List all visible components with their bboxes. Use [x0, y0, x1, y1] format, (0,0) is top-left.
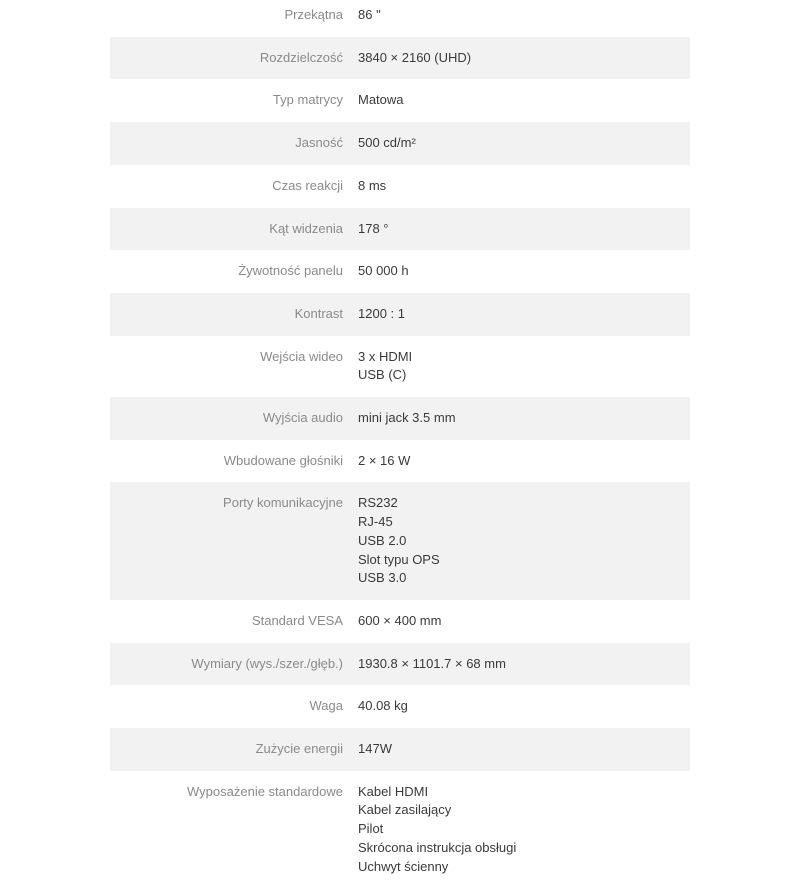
spec-label: Waga [309, 698, 343, 714]
spec-value [358, 409, 690, 428]
spec-value-line: 147W [358, 741, 392, 757]
spec-value-line: 86 " [358, 7, 381, 22]
spec-label: Kontrast [294, 305, 343, 321]
spec-value [358, 452, 690, 471]
spec-value [358, 49, 690, 68]
spec-value-line: 500 cd/m² [358, 135, 416, 151]
spec-label: Czas reakcji [272, 177, 343, 193]
spec-label: Typ matrycy [272, 92, 343, 108]
spec-value-line: Slot typu OPS [358, 551, 440, 567]
spec-row [110, 397, 690, 440]
spec-value [358, 91, 690, 110]
spec-label: Jasność [295, 135, 343, 151]
spec-value-line: Uchwyt ścienny [358, 858, 449, 874]
spec-value [358, 783, 690, 877]
spec-label: Porty komunikacyjne [223, 495, 343, 511]
spec-row [110, 771, 690, 888]
spec-value-line: 1200 : 1 [358, 305, 405, 321]
spec-label: Zużycie energii [255, 741, 343, 757]
spec-row [110, 685, 690, 728]
spec-value [358, 740, 690, 759]
spec-label: Wymiary (wys./szer./głęb.) [191, 655, 343, 671]
spec-value [358, 177, 690, 196]
spec-row [110, 600, 690, 643]
spec-row [110, 208, 690, 251]
spec-label: Kąt widzenia [269, 220, 343, 236]
spec-value-line: 8 ms [358, 177, 387, 193]
spec-label: Przekątna [284, 7, 343, 22]
spec-value-line: Kabel zasilający [358, 802, 452, 818]
spec-value-line: Pilot [358, 821, 384, 837]
spec-row [110, 293, 690, 336]
spec-row [110, 122, 690, 165]
spec-value-line: 50 000 h [358, 263, 409, 279]
spec-value [358, 348, 690, 385]
spec-value-line: RJ-45 [358, 514, 393, 530]
spec-value [358, 494, 690, 588]
spec-value-line: Skrócona instrukcja obsługi [358, 839, 517, 855]
spec-label: Wyjścia audio [262, 410, 343, 426]
spec-value-line: 3 x HDMI [358, 348, 413, 364]
spec-value [358, 305, 690, 324]
spec-label: Żywotność panelu [238, 263, 343, 279]
spec-value-line: Matowa [358, 92, 404, 108]
spec-row [110, 165, 690, 208]
spec-value-line: USB (C) [358, 367, 407, 383]
spec-value [358, 6, 690, 25]
spec-table [110, 0, 690, 888]
spec-row [110, 336, 690, 397]
spec-value-line: mini jack 3.5 mm [358, 410, 456, 426]
spec-label: Standard VESA [251, 612, 343, 628]
spec-label: Wbudowane głośniki [223, 452, 343, 468]
spec-value-line: Kabel HDMI [358, 783, 429, 799]
spec-value-line: 178 ° [358, 220, 389, 236]
spec-value [358, 612, 690, 631]
spec-value [358, 220, 690, 239]
spec-value [358, 262, 690, 281]
spec-row [110, 37, 690, 80]
spec-row [110, 643, 690, 686]
spec-value-line: USB 3.0 [358, 570, 407, 586]
spec-row [110, 79, 690, 122]
spec-value-line: RS232 [358, 495, 398, 511]
spec-value-line: 600 × 400 mm [358, 612, 442, 628]
spec-row [110, 0, 690, 37]
spec-value [358, 134, 690, 153]
spec-value [358, 697, 690, 716]
spec-value [358, 655, 690, 674]
spec-label: Wejścia wideo [260, 348, 343, 364]
spec-label: Wyposażenie standardowe [187, 783, 343, 799]
spec-value-line: 3840 × 2160 (UHD) [358, 49, 472, 65]
spec-label: Rozdzielczość [259, 49, 343, 65]
spec-value-line: USB 2.0 [358, 532, 407, 548]
spec-value-line: 2 × 16 W [358, 452, 411, 468]
spec-row [110, 250, 690, 293]
spec-row [110, 728, 690, 771]
spec-row [110, 440, 690, 483]
spec-value-line: 1930.8 × 1101.7 × 68 mm [358, 655, 506, 671]
spec-row [110, 482, 690, 600]
spec-value-line: 40.08 kg [358, 698, 408, 714]
